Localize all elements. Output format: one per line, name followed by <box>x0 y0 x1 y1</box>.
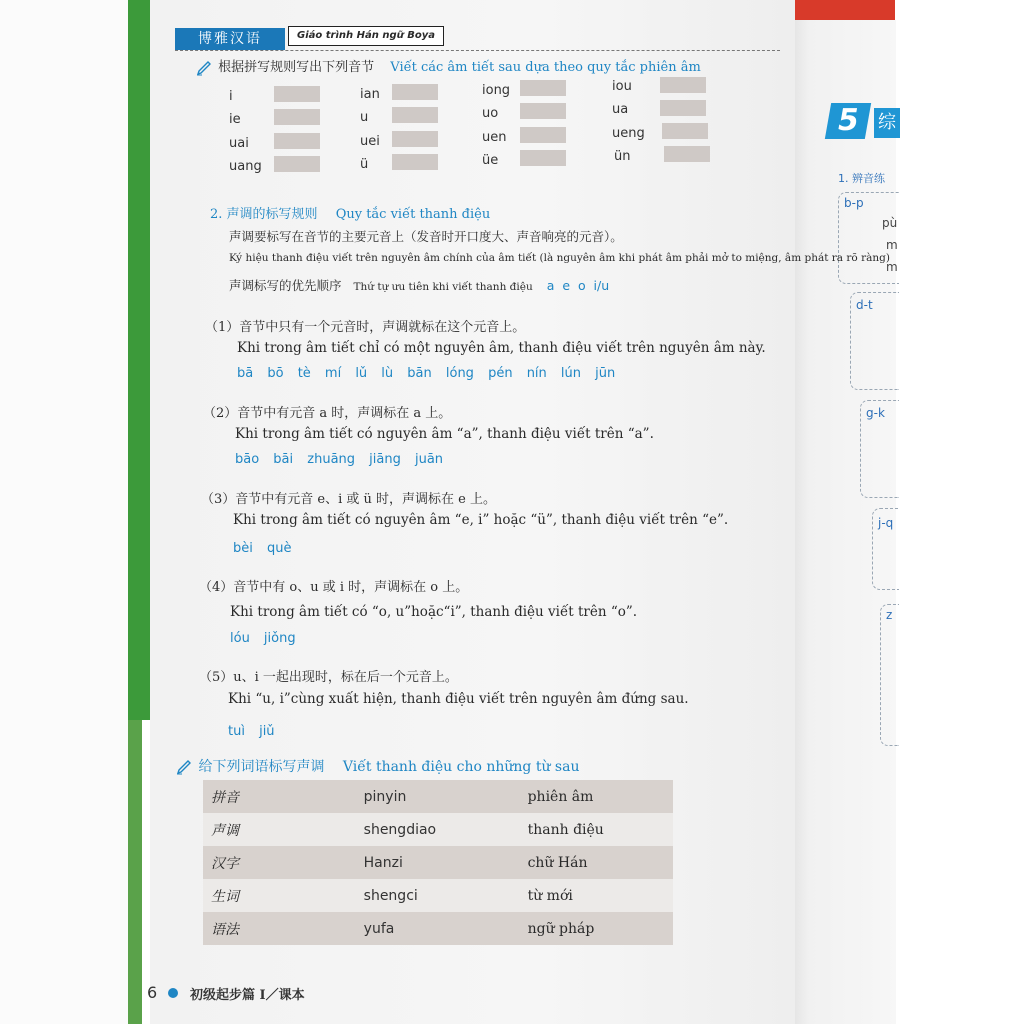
answer-blank[interactable] <box>392 84 438 100</box>
drill-label: j-q <box>878 516 894 530</box>
syllable: uai <box>229 136 249 151</box>
answer-blank[interactable] <box>664 146 710 162</box>
section-title-vn: Quy tắc viết thanh điệu <box>335 207 491 222</box>
answer-blank[interactable] <box>274 109 320 125</box>
answer-blank[interactable] <box>520 150 566 166</box>
section-intro-vn: Ký hiệu thanh điệu viết trên nguyên âm chính của âm tiết (là nguyên âm khi phát âm phải mở to miệng, âm phát ra rõ ràng) <box>229 252 890 264</box>
rule-vn: Khi trong âm tiết chỉ có một nguyên âm, thanh điệu viết trên nguyên âm này. <box>237 340 766 356</box>
right-page-subheading: 1. 辨音练 <box>838 172 885 185</box>
answer-blank[interactable] <box>392 154 438 170</box>
rule-cn: （3）音节中有元音 e、i 或 ü 时，声调标在 e 上。 <box>201 492 496 507</box>
rule-cn: （5）u、i 一起出现时，标在后一个元音上。 <box>199 670 458 685</box>
syllable: uo <box>482 106 499 121</box>
pen-icon <box>196 60 212 76</box>
word-pinyin[interactable]: shengdiao <box>356 813 520 846</box>
book-cover-edge <box>128 0 150 720</box>
exercise-title-cn: 给下列词语标写声调 <box>198 759 325 775</box>
drill-label: b-p <box>844 196 864 210</box>
book-title-tab: 博雅汉语 <box>175 28 285 50</box>
syllable: uei <box>360 134 380 149</box>
rule-examples: tuì jiǔ <box>228 724 275 739</box>
vocabulary-table <box>203 780 673 945</box>
table-row <box>203 912 673 945</box>
word-vietnamese: chữ Hán <box>520 846 673 879</box>
rule-examples: bāo bāi zhuāng jiāng juān <box>235 452 444 467</box>
word-vietnamese: từ mới <box>520 879 673 912</box>
drill-label: g-k <box>866 406 885 420</box>
answer-blank[interactable] <box>520 80 566 96</box>
word-chinese: 汉字 <box>203 846 356 879</box>
syllable: uang <box>229 159 262 174</box>
section-number-badge: 5 <box>825 103 871 139</box>
book-cover-edge-lower <box>128 720 142 1024</box>
rule-cn: （1）音节中只有一个元音时，声调就标在这个元音上。 <box>205 320 526 335</box>
word-pinyin[interactable]: Hanzi <box>356 846 520 879</box>
syllable: ie <box>229 112 241 127</box>
rule-examples: lóu jiǒng <box>230 631 296 646</box>
word-pinyin[interactable]: pinyin <box>356 780 520 813</box>
word-chinese: 生词 <box>203 879 356 912</box>
section-title-cn: 2. 声调的标写规则 <box>210 207 318 222</box>
syllable: ueng <box>612 126 645 141</box>
word-pinyin[interactable]: yufa <box>356 912 520 945</box>
rule-vn: Khi trong âm tiết có nguyên âm “e, i” hoặc “ü”, thanh điệu viết trên “e”. <box>233 512 729 528</box>
answer-blank[interactable] <box>520 103 566 119</box>
photo-background-left <box>0 0 128 1024</box>
rule-cn: （4）音节中有 o、u 或 i 时，声调标在 o 上。 <box>199 580 469 595</box>
drill-label: d-t <box>856 298 873 312</box>
word-vietnamese: phiên âm <box>520 780 673 813</box>
syllable: ian <box>360 87 380 102</box>
word-vietnamese: ngữ pháp <box>520 912 673 945</box>
word-chinese: 声调 <box>203 813 356 846</box>
pen-icon <box>176 759 192 775</box>
answer-blank[interactable] <box>274 86 320 102</box>
drill-box-z <box>880 604 899 746</box>
answer-blank[interactable] <box>520 127 566 143</box>
answer-blank[interactable] <box>392 131 438 147</box>
answer-blank[interactable] <box>274 133 320 149</box>
rule-examples: bèi què <box>233 541 292 556</box>
book-title-subtitle: Giáo trình Hán ngữ Boya <box>288 26 444 46</box>
drill-label: z <box>886 608 893 622</box>
answer-blank[interactable] <box>662 123 708 139</box>
tone-order-vn: Thứ tự ưu tiên khi viết thanh điệu <box>353 281 533 293</box>
syllable: ü <box>360 157 369 172</box>
answer-blank[interactable] <box>392 107 438 123</box>
exercise-heading <box>176 756 579 776</box>
section-title: 综 <box>874 108 900 138</box>
word-vietnamese: thanh điệu <box>520 813 673 846</box>
rule-vn: Khi “u, i”cùng xuất hiện, thanh điệu viết trên nguyên âm đứng sau. <box>228 691 689 707</box>
syllable: uen <box>482 130 507 145</box>
syllable: iong <box>482 83 511 98</box>
exercise-heading <box>196 56 701 76</box>
answer-blank[interactable] <box>660 77 706 93</box>
answer-blank[interactable] <box>274 156 320 172</box>
table-row <box>203 780 673 813</box>
table-row <box>203 846 673 879</box>
section-heading <box>210 203 490 222</box>
tone-order-cn: 声调标写的优先顺序 <box>229 278 342 293</box>
page-number: 6 <box>147 983 158 1002</box>
exercise-title-cn: 根据拼写规则写出下列音节 <box>218 60 375 75</box>
syllable: üe <box>482 153 499 168</box>
drill-text: m <box>886 238 898 252</box>
syllable: u <box>360 110 369 125</box>
syllable: ün <box>614 149 631 164</box>
tone-order-line <box>229 276 609 294</box>
syllable: iou <box>612 79 632 94</box>
syllable: ua <box>612 102 629 117</box>
photo-background-right <box>895 0 1024 1024</box>
drill-text: m <box>886 260 898 274</box>
answer-blank[interactable] <box>660 100 706 116</box>
rule-examples: bā bō tè mí lǔ lù bān lóng pén nín lún jūn <box>237 366 616 381</box>
exercise-title-vn: Viết các âm tiết sau dựa theo quy tắc phiên âm <box>390 60 701 75</box>
section-intro-cn: 声调要标写在音节的主要元音上（发音时开口度大、声音响亮的元音）。 <box>229 229 623 244</box>
table-row <box>203 879 673 912</box>
rule-cn: （2）音节中有元音 a 时，声调标在 a 上。 <box>203 406 452 421</box>
table-row <box>203 813 673 846</box>
word-chinese: 语法 <box>203 912 356 945</box>
syllable: i <box>229 89 233 104</box>
header-divider <box>175 50 780 51</box>
rule-vn: Khi trong âm tiết có “o, u”hoặc“i”, thanh điệu viết trên “o”. <box>230 604 638 620</box>
word-pinyin[interactable]: shengci <box>356 879 520 912</box>
word-chinese: 拼音 <box>203 780 356 813</box>
drill-text: pù <box>882 216 898 230</box>
book-part-label: 初级起步篇 Ⅰ／课本 <box>190 988 305 1003</box>
tone-order-vowels: a e o i/u <box>546 278 610 293</box>
footer-dot-icon <box>168 988 178 998</box>
exercise-title-vn: Viết thanh điệu cho những từ sau <box>342 759 580 775</box>
rule-vn: Khi trong âm tiết có nguyên âm “a”, thanh điệu viết trên “a”. <box>235 426 654 442</box>
